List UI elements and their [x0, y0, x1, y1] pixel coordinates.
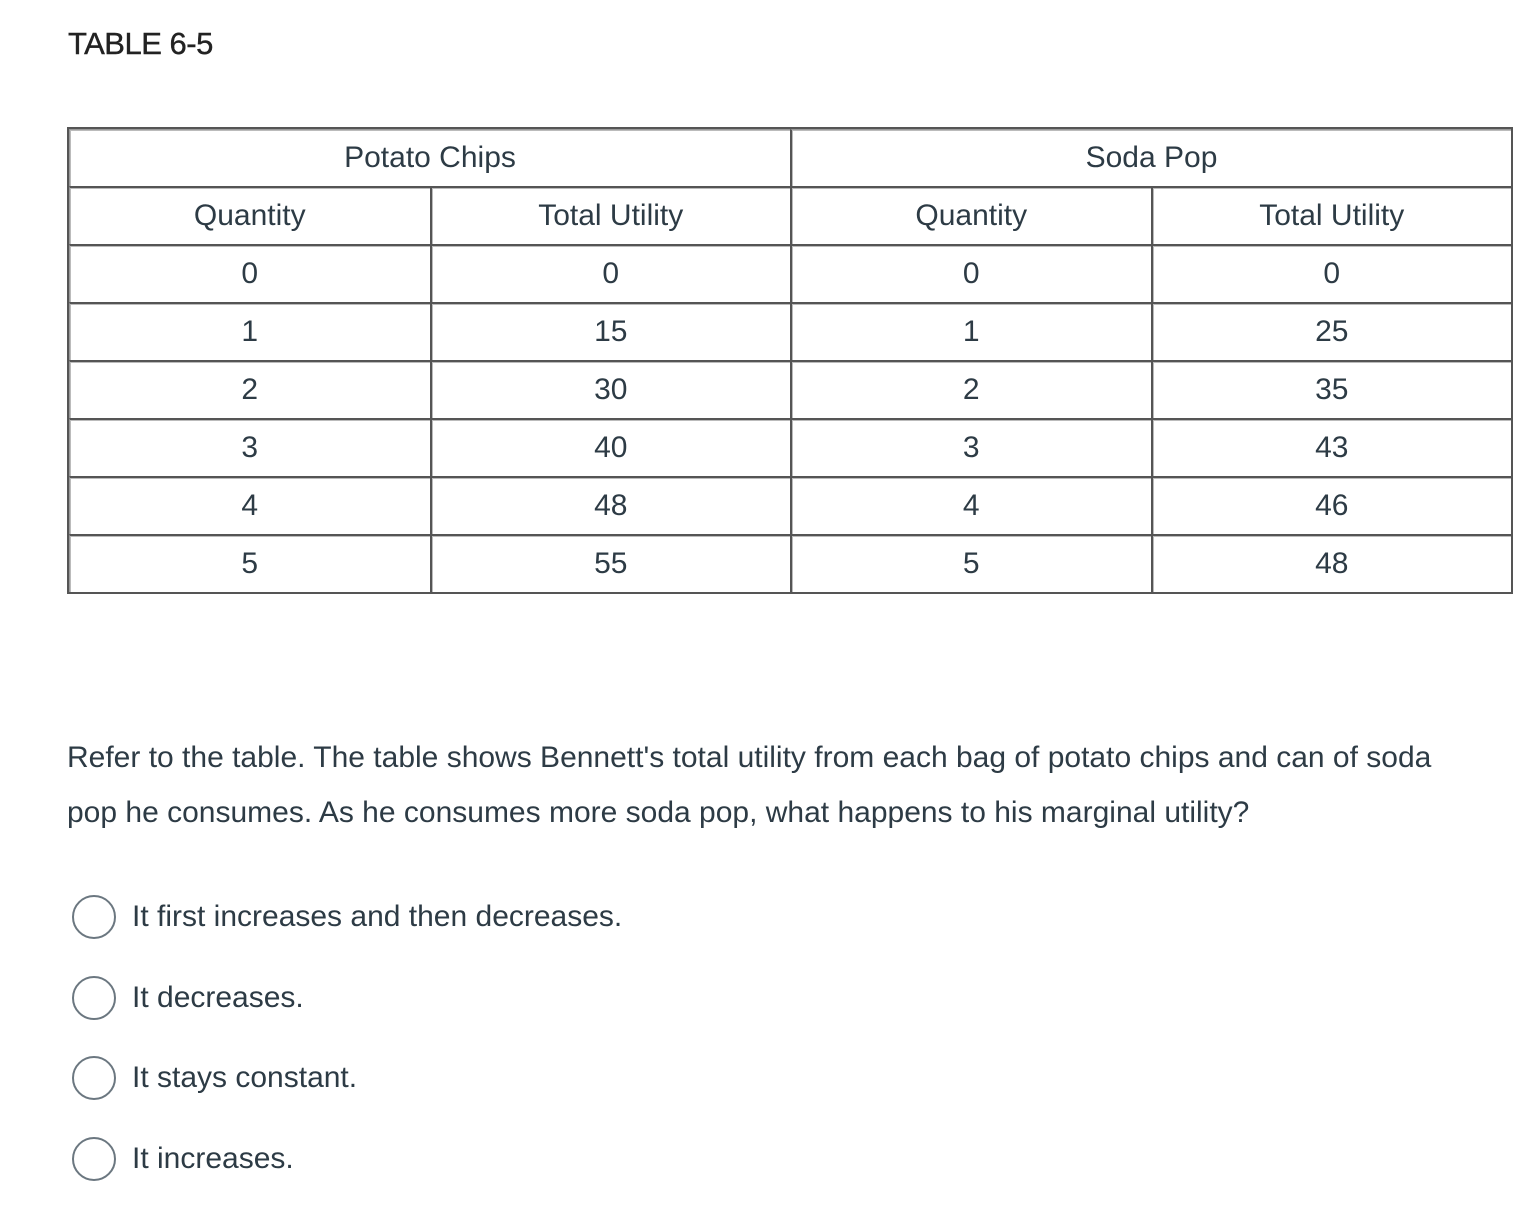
answer-option-label[interactable]: It increases. — [132, 1141, 294, 1175]
table-cell: 48 — [430, 476, 791, 534]
column-header-row — [69, 186, 1511, 244]
radio-button[interactable] — [72, 976, 116, 1020]
table-cell: 40 — [430, 418, 791, 476]
answer-option[interactable] — [72, 974, 622, 1022]
table-row — [69, 476, 1511, 534]
table-title: TABLE 6-5 — [68, 26, 213, 61]
table-cell: 0 — [790, 244, 1151, 302]
table-cell: 0 — [430, 244, 791, 302]
radio-button[interactable] — [72, 1137, 116, 1181]
radio-button[interactable] — [72, 1056, 116, 1100]
table-cell: 3 — [69, 418, 430, 476]
column-header: Quantity — [790, 186, 1151, 244]
answer-option-label[interactable]: It first increases and then decreases. — [132, 900, 623, 933]
table-cell: 0 — [69, 244, 430, 302]
table-row — [69, 302, 1511, 360]
question-text: Refer to the table. The table shows Bennett's total utility from each bag of potato chips and can of soda pop he consumes. As he consumes more soda pop, what happens to his marginal utility? — [67, 741, 1432, 829]
group-header-potato-chips: Potato Chips — [69, 129, 790, 186]
table-cell: 55 — [430, 534, 791, 592]
table-cell: 2 — [69, 360, 430, 418]
table-row — [69, 534, 1511, 592]
table-cell: 35 — [1151, 360, 1512, 418]
radio-button[interactable] — [72, 895, 116, 939]
answer-option[interactable] — [72, 1135, 622, 1183]
answer-options — [72, 893, 622, 1215]
table-cell: 0 — [1151, 244, 1512, 302]
answer-option[interactable] — [72, 893, 622, 941]
column-header: Total Utility — [1151, 186, 1512, 244]
group-header-row — [69, 129, 1511, 186]
table-row — [69, 418, 1511, 476]
table-row — [69, 244, 1511, 302]
table-cell: 4 — [69, 476, 430, 534]
table-cell: 5 — [790, 534, 1151, 592]
column-header: Total Utility — [430, 186, 791, 244]
table-cell: 43 — [1151, 418, 1512, 476]
answer-option-label[interactable]: It stays constant. — [132, 1061, 358, 1094]
table-cell: 2 — [790, 360, 1151, 418]
table-cell: 3 — [790, 418, 1151, 476]
column-header: Quantity — [69, 186, 430, 244]
table-cell: 46 — [1151, 476, 1512, 534]
table-cell: 5 — [69, 534, 430, 592]
table-cell: 1 — [69, 302, 430, 360]
table-cell: 15 — [430, 302, 791, 360]
answer-option-label[interactable]: It decreases. — [132, 980, 304, 1014]
group-header-soda-pop: Soda Pop — [790, 129, 1511, 186]
table-cell: 30 — [430, 360, 791, 418]
answer-option[interactable] — [72, 1054, 622, 1102]
table-cell: 4 — [790, 476, 1151, 534]
table-cell: 25 — [1151, 302, 1512, 360]
table-cell: 1 — [790, 302, 1151, 360]
table-row — [69, 360, 1511, 418]
utility-table — [67, 127, 1513, 594]
table-cell: 48 — [1151, 534, 1512, 592]
